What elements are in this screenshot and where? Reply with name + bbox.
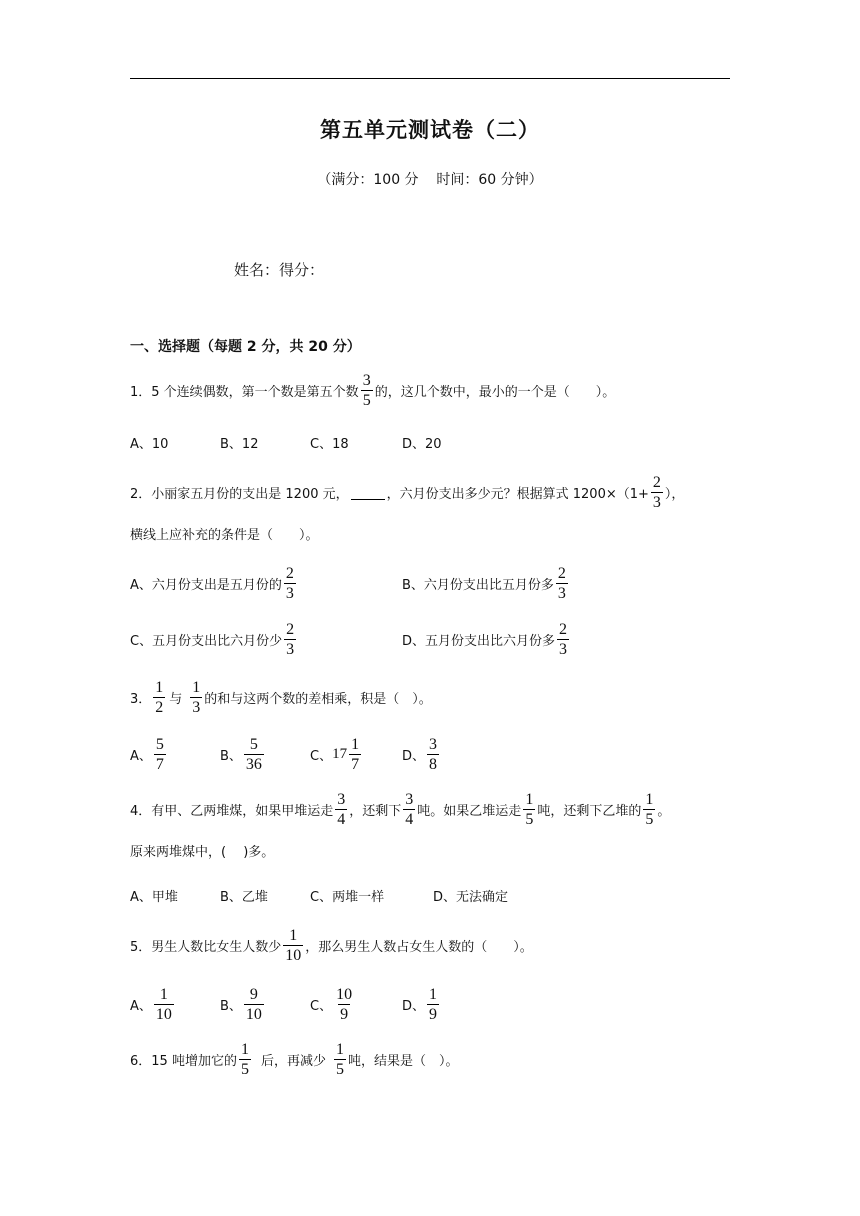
- question-text: 5．男生人数比女生人数少: [130, 939, 282, 955]
- page-title: 第五单元测试卷（二）: [320, 118, 540, 142]
- option-text: A、六月份支出是五月份的: [130, 577, 282, 593]
- option-d: [402, 985, 441, 1023]
- option-text: C、五月份支出比六月份少: [130, 633, 283, 649]
- question-4-line-2: 原来两堆煤中，( )多。: [130, 844, 275, 860]
- question-2-line-2: 横线上应补充的条件是（ ）。: [130, 527, 319, 543]
- option-label: C、: [310, 748, 333, 764]
- fraction: $\frac{5}{7}$: [155, 735, 164, 773]
- question-6: [130, 1040, 459, 1078]
- fraction: $\frac{1}{2}$: [155, 678, 164, 716]
- fraction: $\frac{10}{9}$: [336, 985, 353, 1023]
- question-text: ，那么男生人数占女生人数的（ ）。: [305, 939, 533, 955]
- option-c: [310, 985, 356, 1023]
- question-text: ），: [664, 486, 685, 502]
- question-text: 吨。如果乙堆运走: [417, 803, 522, 819]
- option-a: A、甲堆: [130, 889, 178, 905]
- question-text: 吨，结果是（ ）。: [347, 1053, 459, 1069]
- name-score-line: 姓名：得分：: [234, 261, 325, 279]
- option-c: C、18: [310, 436, 349, 452]
- question-text: 1．5 个连续偶数，第一个数是第五个数: [130, 384, 359, 400]
- top-rule: [130, 78, 730, 79]
- fraction: $\frac{1}{10}$: [285, 926, 302, 964]
- question-text: 的，这几个数中，最小的一个是（ ）。: [374, 384, 616, 400]
- question-4: [130, 790, 671, 828]
- fraction: $\frac{3}{4}$: [337, 790, 346, 828]
- option-b: [220, 985, 266, 1023]
- option-label: B、: [220, 748, 242, 764]
- fraction: $\frac{2}{3}$: [286, 620, 295, 658]
- option-label: C、: [310, 998, 333, 1014]
- question-text: 4．有甲、乙两堆煤，如果甲堆运走: [130, 803, 334, 819]
- option-c: [130, 620, 298, 658]
- question-text: 后，再减少: [260, 1053, 326, 1069]
- fraction: $\frac{1}{5}$: [335, 1040, 344, 1078]
- page-subtitle: （满分：100 分 时间：60 分钟）: [317, 172, 543, 188]
- option-a: A、10: [130, 436, 169, 452]
- fraction: $\frac{2}{3}$: [652, 473, 661, 511]
- option-c: [310, 735, 363, 773]
- mixed-number-integer: 17: [332, 745, 348, 762]
- option-text: B、六月份支出比五月份多: [402, 577, 554, 593]
- fraction: $\frac{1}{5}$: [525, 790, 534, 828]
- option-d: [402, 735, 441, 773]
- option-label: A、: [130, 998, 152, 1014]
- fraction: $\frac{5}{36}$: [245, 735, 262, 773]
- fraction: $\frac{9}{10}$: [245, 985, 262, 1023]
- question-2: [130, 473, 685, 511]
- section-heading: 一、选择题（每题 2 分，共 20 分）: [130, 339, 361, 355]
- question-text: 6．15 吨增加它的: [130, 1053, 237, 1069]
- fraction: $\frac{1}{5}$: [645, 790, 654, 828]
- option-b: [402, 564, 570, 602]
- question-text: 2．小丽家五月份的支出是 1200 元，: [130, 486, 349, 502]
- option-d: D、无法确定: [433, 889, 509, 905]
- option-a: [130, 985, 176, 1023]
- option-b: B、乙堆: [220, 889, 268, 905]
- fraction: $\frac{2}{3}$: [285, 564, 294, 602]
- option-label: B、: [220, 998, 242, 1014]
- fraction: $\frac{1}{10}$: [155, 985, 172, 1023]
- option-b: [220, 735, 266, 773]
- question-text: 的和与这两个数的差相乘，积是（ ）。: [204, 691, 432, 707]
- question-text: ，还剩下: [349, 803, 402, 819]
- option-b: B、12: [220, 436, 259, 452]
- fraction: $\frac{1}{7}$: [351, 735, 360, 773]
- fraction: $\frac{2}{3}$: [559, 620, 568, 658]
- question-text: ，六月份支出多少元？根据算式 1200×（1+: [386, 486, 649, 502]
- fraction: $\frac{1}{5}$: [240, 1040, 249, 1078]
- question-number: 3．: [130, 691, 152, 707]
- option-a: [130, 735, 168, 773]
- fraction: $\frac{3}{8}$: [429, 735, 438, 773]
- question-5: [130, 926, 533, 964]
- fraction: $\frac{3}{4}$: [405, 790, 414, 828]
- question-text: 吨，还剩下乙堆的: [537, 803, 642, 819]
- option-label: A、: [130, 748, 152, 764]
- option-label: D、: [402, 998, 426, 1014]
- question-3: [130, 678, 432, 716]
- fraction: $\frac{1}{9}$: [429, 985, 438, 1023]
- option-c: C、两堆一样: [310, 889, 385, 905]
- question-text: 与: [169, 691, 183, 707]
- option-a: [130, 564, 298, 602]
- option-d: [402, 620, 571, 658]
- question-1: [130, 371, 616, 409]
- fraction: $\frac{2}{3}$: [557, 564, 566, 602]
- option-label: D、: [402, 748, 426, 764]
- fraction: $\frac{1}{3}$: [192, 678, 201, 716]
- fraction: $\frac{3}{5}$: [362, 371, 371, 409]
- question-text: 。: [657, 803, 671, 819]
- option-text: D、五月份支出比六月份多: [402, 633, 556, 649]
- answer-blank: [351, 485, 385, 500]
- option-d: D、20: [402, 436, 442, 452]
